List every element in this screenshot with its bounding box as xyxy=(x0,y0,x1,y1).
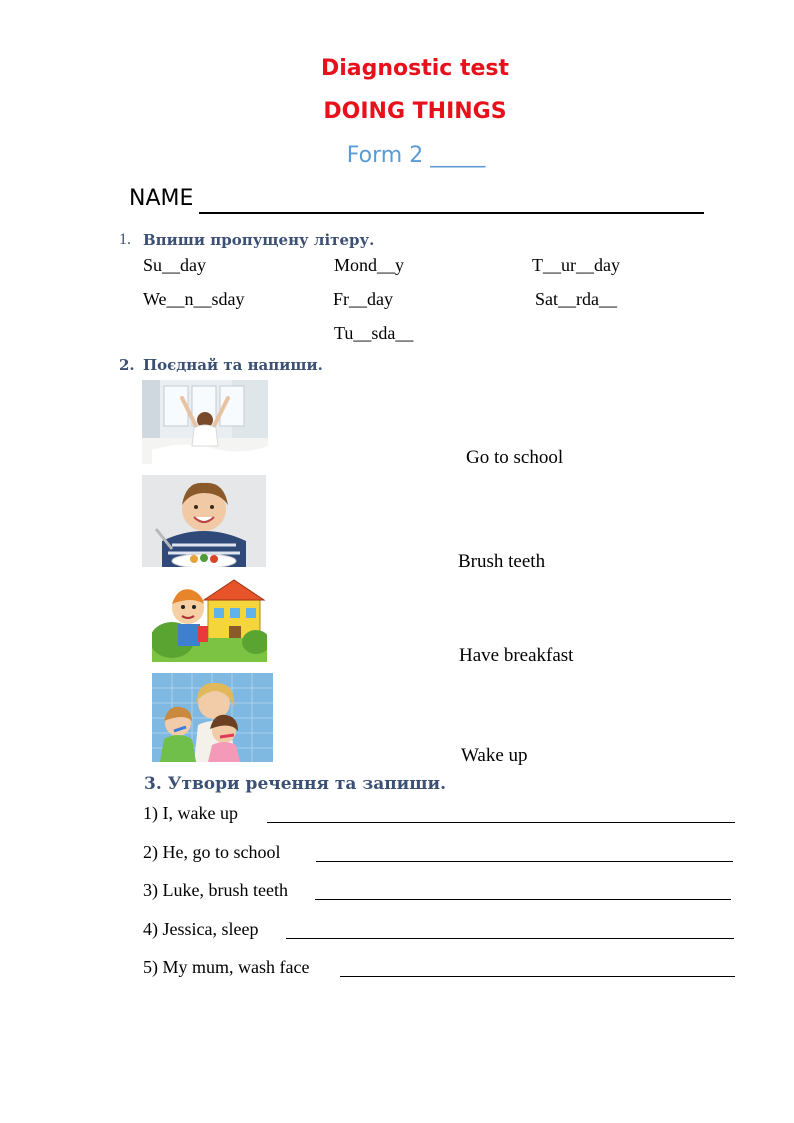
sentence-prompt-1: 1) I, wake up xyxy=(143,803,238,823)
sentence-answer-line-5[interactable] xyxy=(340,958,735,977)
word-gap-5[interactable]: Fr__day xyxy=(333,289,393,309)
word-gap-6[interactable]: Sat__rda__ xyxy=(535,289,617,309)
task2-number: 2. xyxy=(119,356,135,374)
sentence-prompt-3: 3) Luke, brush teeth xyxy=(143,880,288,900)
sentence-prompt-2: 2) He, go to school xyxy=(143,842,281,862)
phrase-wake-up: Wake up xyxy=(461,745,528,766)
sentence-answer-line-2[interactable] xyxy=(316,843,733,862)
sentence-answer-line-3[interactable] xyxy=(315,881,731,900)
task3-heading: 3. Утвори речення та запиши. xyxy=(144,774,447,794)
name-label: NAME xyxy=(129,186,194,211)
worksheet-title: Diagnostic test xyxy=(320,56,510,81)
boy-eating-breakfast-image xyxy=(142,475,266,567)
word-gap-2[interactable]: Mond__y xyxy=(334,255,405,275)
boy-going-to-school-image xyxy=(152,578,267,662)
word-gap-4[interactable]: We__n__sday xyxy=(143,289,245,309)
task2-instruction: Поєднай та напиши. xyxy=(143,356,323,374)
sentence-answer-line-1[interactable] xyxy=(267,804,735,823)
word-gap-1[interactable]: Su__day xyxy=(143,255,206,275)
phrase-go-to-school: Go to school xyxy=(466,447,564,468)
sentence-prompt-5: 5) My mum, wash face xyxy=(143,957,310,977)
children-brushing-teeth-image xyxy=(152,673,273,762)
girl-waking-up-image xyxy=(142,380,268,464)
form-label: Form 2 _____ xyxy=(346,143,486,168)
task1-number: 1. xyxy=(119,231,131,248)
word-gap-3[interactable]: T__ur__day xyxy=(532,255,620,275)
worksheet-subtitle: DOING THINGS xyxy=(323,99,507,124)
sentence-prompt-4: 4) Jessica, sleep xyxy=(143,919,259,939)
phrase-have-breakfast: Have breakfast xyxy=(459,645,574,666)
phrase-brush-teeth: Brush teeth xyxy=(458,551,546,572)
sentence-answer-line-4[interactable] xyxy=(286,920,734,939)
task1-instruction: Впиши пропущену літеру. xyxy=(143,231,375,249)
name-input-line[interactable] xyxy=(199,188,704,214)
word-gap-7[interactable]: Tu__sda__ xyxy=(334,323,414,343)
